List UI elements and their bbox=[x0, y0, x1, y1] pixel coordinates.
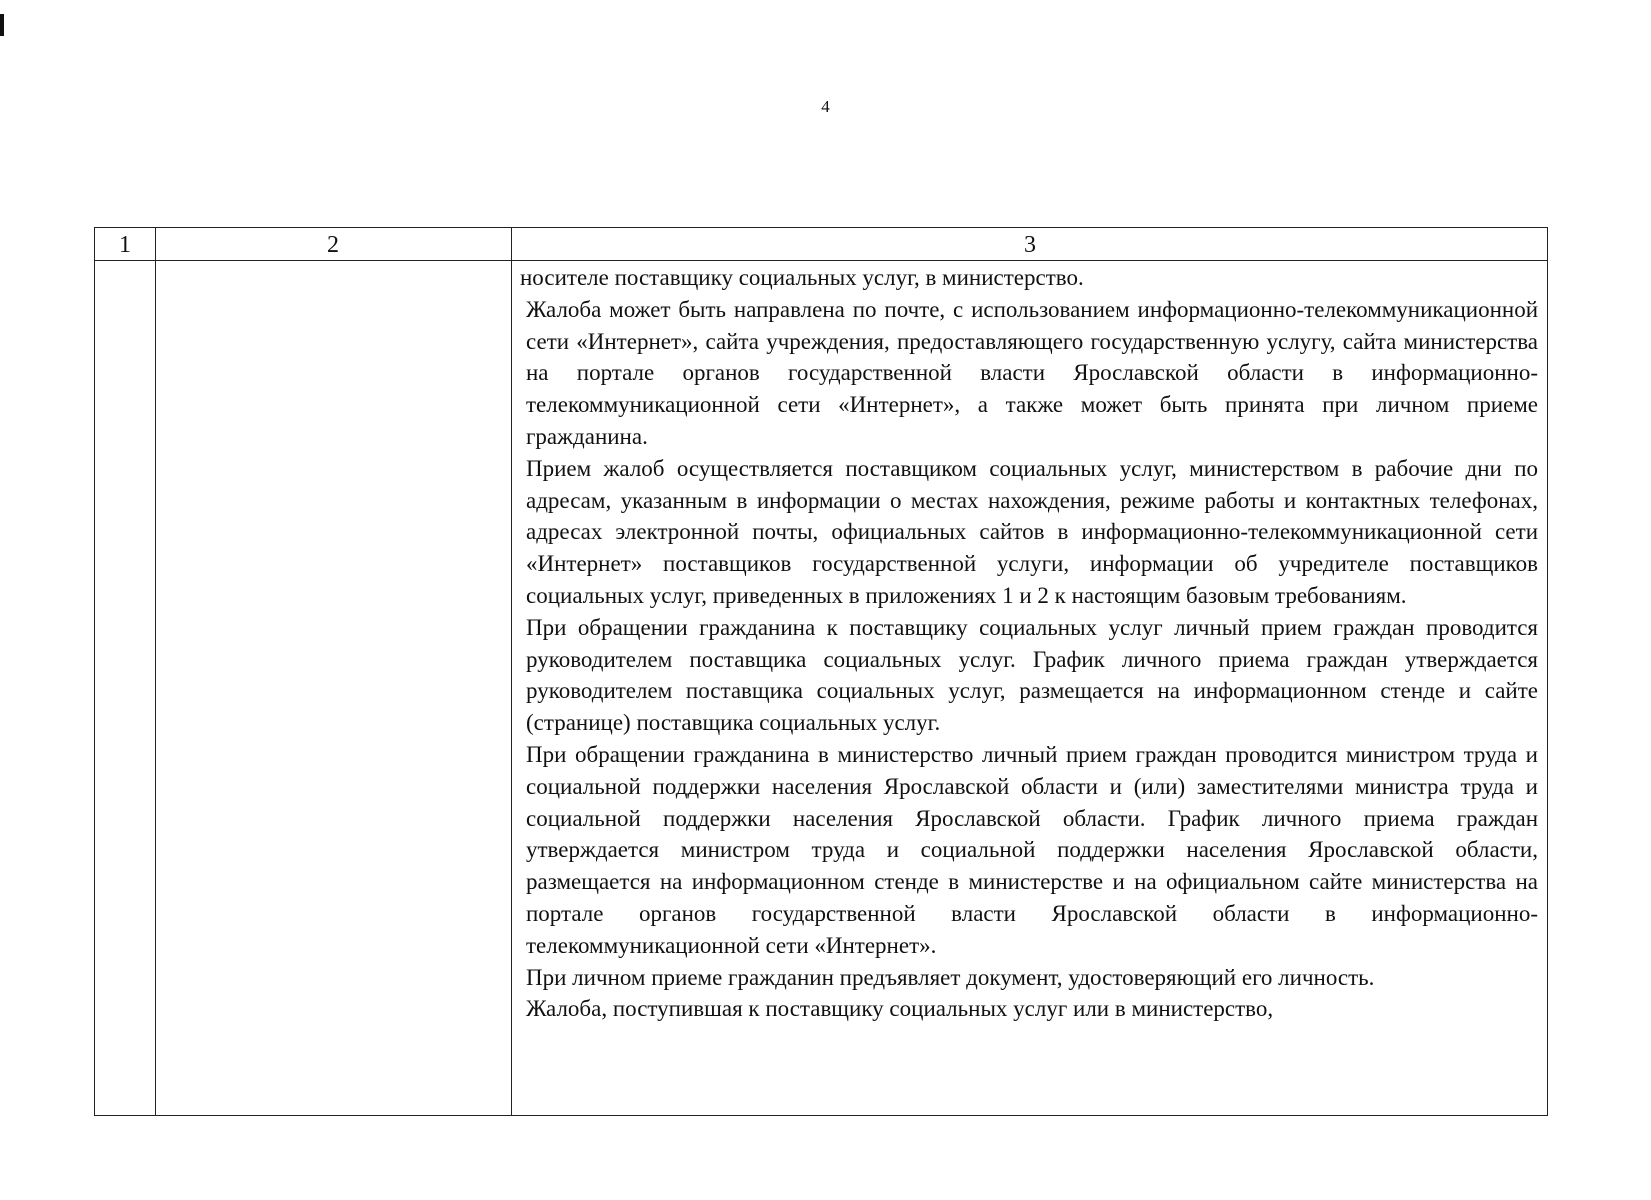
paragraph-provider-reception: При обращении гражданина к поставщику социальных услуг личный прием граждан проводится руководителем поставщика социальных услуг. График личного приема граждан утверждается руководителем поставщика социальных услуг, размещается на информационном стенде и сайте (странице) поставщика социальных услуг. bbox=[526, 614, 1538, 736]
paragraph-complaint-channels: Жалоба может быть направлена по почте, с использованием информационно-телекоммуникационной сети «Интернет», сайта учреждения, предоставляющего государственную услугу, сайта министерства на портале органов государственной власти Ярославской области в информационно-телекоммуникационной сети «Интернет», а также может быть принята при личном приеме гражданина. bbox=[526, 296, 1538, 449]
column-header-1: 1 bbox=[119, 232, 131, 258]
page-number: 4 bbox=[821, 97, 830, 116]
column-header-2: 2 bbox=[327, 232, 339, 258]
document-table bbox=[94, 227, 1548, 1116]
paragraph-ministry-reception: При обращении гражданина в министерство личный прием граждан проводится министром труда и социальной поддержки населения Ярославской области и (или) заместителями министра труда и социальной поддержки населения Ярославской области. График личного приема граждан утверждается министром труда и социальной поддержки населения Ярославской области, размещается на информационном стенде в министерстве и на официальном сайте министерства на портале органов государственной власти Ярославской области в информационно-телекоммуникационной сети «Интернет». bbox=[526, 741, 1538, 958]
column-divider-2 bbox=[511, 228, 512, 1115]
paragraph-complaint-reception: Прием жалоб осуществляется поставщиком социальных услуг, министерством в рабочие дни по адресам, указанным в информации о местах нахождения, режиме работы и контактных телефонах, адресах электронной почты, официальных сайтов в информационно-телекоммуникационной сети «Интернет» поставщиков государственной услуги, информации об учредителе поставщиков социальных услуг, приведенных в приложениях 1 и 2 к настоящим базовым требованиям. bbox=[526, 455, 1538, 608]
column-divider-1 bbox=[155, 228, 156, 1115]
column-header-3: 3 bbox=[1024, 232, 1036, 258]
scan-edge-mark bbox=[0, 14, 4, 36]
table-header-row bbox=[95, 228, 1547, 261]
paragraph-continuation: носителе поставщику социальных услуг, в министерство. bbox=[520, 265, 1084, 290]
column-3-text bbox=[520, 262, 1538, 1117]
paragraph-complaint-received: Жалоба, поступившая к поставщику социальных услуг или в министерство, bbox=[526, 996, 1274, 1022]
paragraph-identity-document: При личном приеме гражданин предъявляет документ, удостоверяющий его личность. bbox=[526, 964, 1375, 990]
